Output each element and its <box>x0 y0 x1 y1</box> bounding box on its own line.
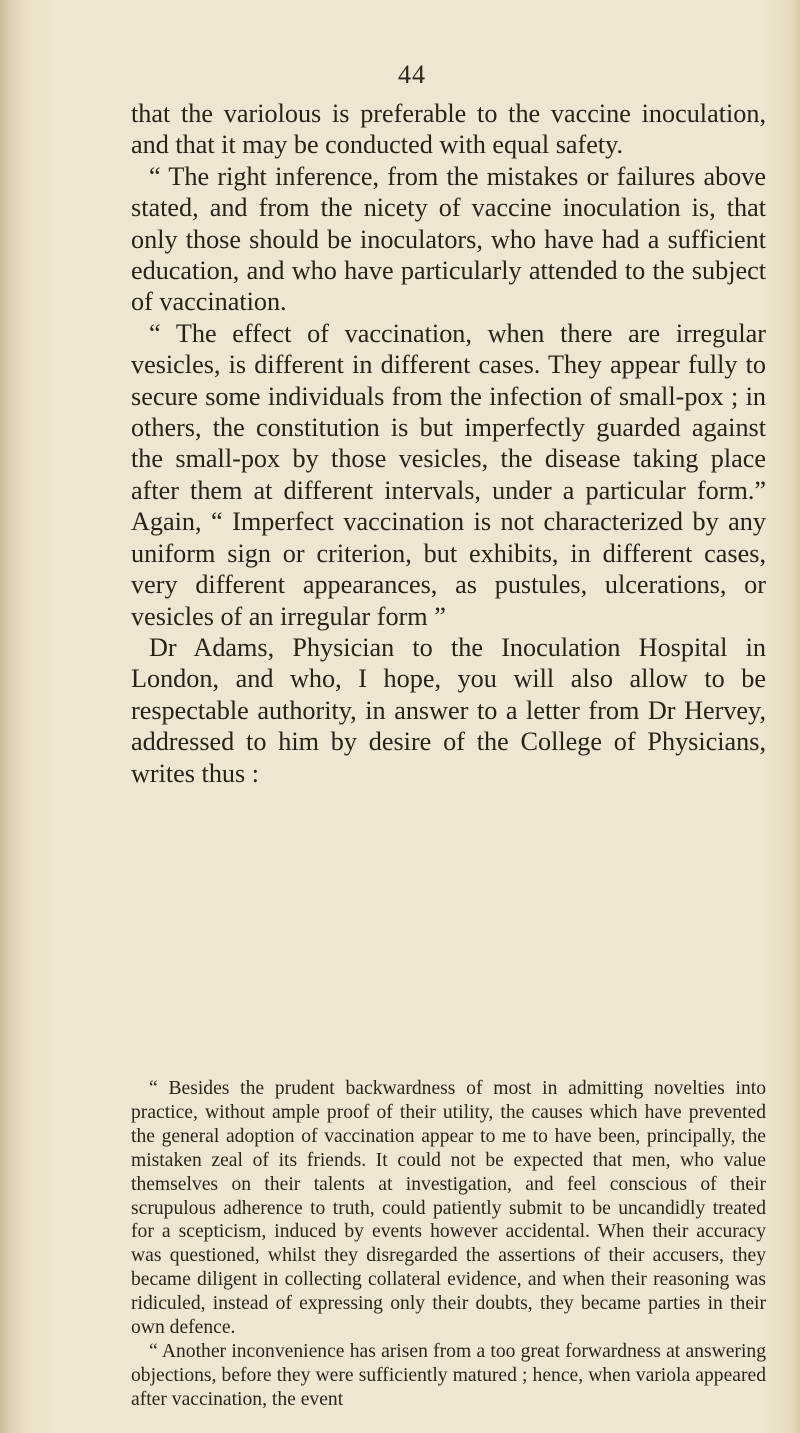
main-paragraph-1: that the variolous is preferable to the vaccine inoculation, and that it may be conducted with equal safety. <box>131 99 766 160</box>
quote-paragraph-1: “ Besides the prudent backwardness of most in admitting novelties into practice, without ample proof of their utility, the causes which have prevented the general adoption of vaccination appear to me to have been, principally, the mistaken zeal of its friends. It could not be expected that men, who value themselves on their talents at investigation, and feel conscious of their scrupulous adherence to truth, could patiently submit to be uncandidly treated for a scepticism, induced by events however accidental. When their accuracy was questioned, whilst they disregarded the assertions of their accusers, they became diligent in collecting collateral evidence, and when their reasoning was ridiculed, instead of expressing only their doubts, they became parties in their own defence. <box>131 1078 766 1339</box>
main-paragraph-3: “ The effect of vaccination, when there are irregular vesicles, is different in different cases. They appear fully to secure some individuals from the infection of small-pox ; in others, the constitution is but imperfectly guarded against the small-pox by those vesicles, the disease taking place after them at different intervals, under a particular form.” Again, “ Imperfect vaccination is not characterized by any uniform sign or criterion, but exhibits, in different cases, very different appearances, as pustules, ulcerations, or vesicles of an irregular form ” <box>131 318 766 631</box>
main-paragraph-4: Dr Adams, Physician to the Inoculation Hospital in London, and who, I hope, you will also allow to be respectable authority, in answer to a letter from Dr Hervey, addressed to him by desire of the College of Physicians, writes thus : <box>131 632 766 788</box>
main-paragraph-2: “ The right inference, from the mistakes or failures above stated, and from the nicety of vaccine inoculation is, that only those should be inoculators, who have had a sufficient education, and who have particularly attended to the subject of vaccination. <box>131 161 766 317</box>
quote-paragraph-2: “ Another inconvenience has arisen from a too great forwardness at answering objections, before they were sufficiently matured ; hence, when variola appeared after vaccination, the event <box>131 1340 766 1410</box>
page-number: 44 <box>398 60 426 89</box>
quoted-letter <box>131 1077 766 1412</box>
main-text <box>131 98 766 789</box>
